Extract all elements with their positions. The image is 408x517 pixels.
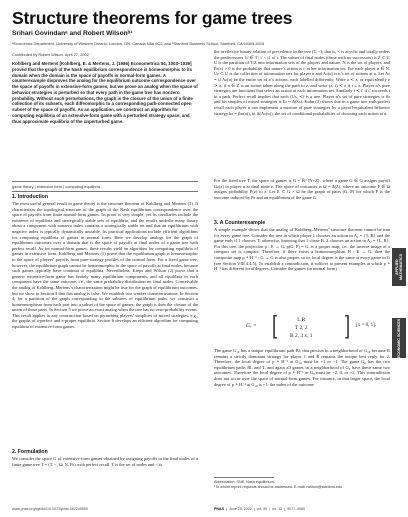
journal-name: PNAS (214, 507, 224, 511)
authors: Srihari Govindanᵃ and Robert Wilsonᵇ¹ (12, 30, 133, 37)
section-heading-formulation: 2. Formulation (12, 449, 48, 455)
contributed-line: Contributed by Robert Wilson, April 27, 2002 (12, 52, 89, 57)
article-title: Structure theorems for game trees (12, 8, 293, 28)
issue: no. 13 (272, 507, 283, 511)
keywords: game theory | extensive form | computing equilibria (12, 184, 100, 189)
matrix-row-2: B 2, 3 x, 1 (290, 333, 313, 339)
side-tab-economic-sciences: ECONOMIC SCIENCES (392, 318, 406, 358)
matrix-row-1: T 2, 2 (294, 325, 308, 331)
footnote-divider (214, 477, 274, 478)
page-footer: PNAS | June 25, 2002 | vol. 99 | no. 13 | 9077–9080 (214, 507, 306, 511)
matrix-label: Gₓ = (246, 323, 257, 329)
section-heading-counterexample: 3. A Counterexample (214, 220, 266, 226)
doi-link[interactable]: www.pnas.org/cgi/doi/10.1073/pnas.082249599 (12, 507, 88, 511)
section-heading-introduction: 1. Introduction (12, 194, 49, 200)
matrix-left-bracket: [ (272, 312, 279, 342)
introduction-text: The most useful general result in game theory is the structure theorem of Kohlberg and Mertens (1). It characterizes the topological structure of the graph of the Nash equilibrium correspondence over the space of payoffs from finite normal-form games. Its proof is very simple, yet its corollaries include the existence of equilibria and strategically stable sets of equilibria, and the results underlie many theory about a component with nonzero index contains a strategically stable set and that an equilibrium with negative index is typically dynamically unstable. Its practical applications include efficient algorithms for computing equilibria of games in normal form. Here we develop analogs for the graph of equilibrium outcomes over a domain that is the space of payoffs at final nodes of a game tree with perfect recall. As for normal-form games, these results yield an algorithm for computing equilibria of games in extensive form. Kohlberg and Mertens (1) prove that the equilibrium graph is homeomorphic to the space of players’ payoffs from pure-strategy profiles of the normal form. For a fixed game tree, however, the equilibrium graph cannot be homeomorphic to the space of payoffs at final nodes, because such games typically have continua of equilibria. Nevertheless, Kreps and Wilson (2) prove that a generic extensive-form game has finitely many equilibrium components, and all equilibria in each component have the same outcome, i.e., the same probability distribution on final nodes. Conceivably the analog of Kohlberg–Mertens’s characterization might be true for the graph of equilibrium outcomes, but we show in Section 3 that this analog is false. We establish two weaker characterizations. In Section 4, for a partition of the graph corresponding to the subtrees of equilibrium paths, we construct a homeomorphism from each part into a subset of the space of games; the graph is then the closure of the union of these parts. In Section 5 we prove an exact analog when the tree has no zero-probability events. This result applies to any construction based on perturbing players’ simplices of mixed strategies, e.g., the graphs of ε-perfect and ε-proper equilibria. Section 6 develops an efficient algorithm for computing equilibria of extensive-form games. (12, 201, 198, 330)
footnotes (214, 480, 396, 490)
column2-bottom-text: The game G₁₉ has a unique equilibrium path Bl, that persists in a neighborhood of G₁₉ because B remains a strictly dominant strategy for player 1 and R remains the unique best reply for 2. Therefore, the local degree of p ∘ H⁻¹ at G₁₉ must be +1 or −1. The game G₀ has the two equilibrium paths Bl, and T, and again all games in a neighborhood of G₀ have these same two outcomes. Therefore the local degree of p ∘ H⁻¹ at G₀ must be −2, 0, or +2. This contradiction does not occur over the space of normal-form games. For instance, in that larger space, the local degree of p ∘ H⁻¹ at G₁₉ is +1: the index of the outcome (214, 348, 390, 387)
correspondence-note: ¹To whom reprint requests should be addressed. E-mail: rwilson@stanford.edu. (214, 485, 344, 489)
pub-date: June 25, 2002 (228, 507, 252, 511)
abbreviations-note: Abbreviation: SNE, Nash equilibrium. (214, 480, 275, 484)
matrix-right-bracket: ] (344, 312, 351, 342)
keywords-divider (12, 191, 198, 192)
counterexample-text: A simple example shows that the analog of Kohlberg–Mertens’ structure theorem cannot be true for every game tree. Consider the tree in which player 1 chooses an action in A₁ = {T, B} and the game ends if 1 chooses T; otherwise, knowing that 1 chose B, 2 chooses an action in A₂ = {L, R}. For this tree, the projection p : E → G, p(G, P) = G, is a proper map; i.e., the inverse image of a compact set is compact. Therefore, if there exists a homeomorphism H : E → G, then the composite map p ∘ H⁻¹ : G → G is also proper, so its local degree is the same at every game in G (see Section VIII.4.4.5). To establish a contradiction, it suffices to present examples at which p ∘ H⁻¹ has different local degrees. Consider the games (in normal form) (214, 227, 390, 272)
formulation-text: We consider the space G of extensive-form games obtained by assigning payoffs to the final nodes of a finite game tree T = (T, <, Ω, N, Pₙ) with perfect recall. T is the set of nodes and < is (12, 456, 198, 467)
payoff-matrix (246, 314, 376, 342)
matrix-header: L R (297, 317, 306, 323)
matrix-rows (290, 316, 312, 340)
pages: 9077–9080 (287, 507, 306, 511)
side-tab-applied-mathematics: APPLIED MATHEMATICS (392, 248, 406, 286)
matrix-condition: [x = 0, 1]. (356, 323, 376, 328)
abstract-divider (12, 181, 198, 182)
volume: vol. 99 (256, 507, 268, 511)
column2-mid-text: For the fixed tree T, the space of games is G = ℝ^{N×Z}, where a game G ∈ G assigns payoff Gₙ(z) to player n at final node z. The space of outcomes is Ω = Δ(Z), where an outcome P ∈ Ω assigns probability P(z) to z. Let E ⊂ G × Ω be the graph of pairs (G, P) for which P is the outcome induced by Pₙ and an equilibrium of the game G. (214, 178, 390, 200)
affiliations: ᵃEconomics Department, University of Western Ontario, London, ON, Canada N6A 5C2; and ᵇStanford Business School, Stanford, CA 94305-5015 (12, 41, 265, 46)
column2-top-text: the irreflexive binary relation of precedence in the tree (T, <); that is, < is acyclic and totally orders the predecessors {t′ ∈ T | t′ < t} of t. The subset of final nodes (those with no successors) is Z ⊂ T, U is the partition of T\Z into information sets of the players and nature, N is the set of players, and Pₙ(c) > 0 is the probability that nature’s action is c at her information set. For each player n ∈ N, Uₙ ⊂ U is the collection of information sets for player n and Aₙ(u) is n’s set of actions at u. Let Aₙ = ∪ Aₙ(u) be the entire set of n’s actions, each labelled differently. Write a ≺ z, or equivalently z ≻ a, if a ∈ Z is an action taken along the path to z, and write (a, t) ≺ z if t ≤ z. Player n’s pure strategies are functions that select an action at each information set. Similarly t ≺ t′ if t′ succeeds t in a path. Perfect recall implies that each (Uₙ, ≺) is a tree. Player n’s set of pure strategies is Sₙ and his simplex of mixed strategies is Σₙ = Δ(Sₙ). Kuhn (3) shows that in a game tree with perfect recall each player n can implement a mixture of pure strategies by a payoff-equivalent behavior strategy bₙ = (bₙ(a))ₐ in Δ(Aₙ(u)), the set of conditional probabilities of choosing each action at u. (214, 49, 390, 116)
abstract: Kohlberg and Mertens [Kohlberg, E. & Mertens, J. (1986) Econometrica 54, 1003–1039] proved that the graph of the Nash equilibrium correspondence is homeomorphic to its domain when the domain is the space of payoffs in normal-form games. A counterexample disproves the analog for the equilibrium outcome correspondence over the space of payoffs in extensive-form games, but we prove an analog when the space of behavior strategies is perturbed so that every path in the game tree has nonzero probability. Without such perturbations, the graph is the closure of the union of a finite collection of its subsets, each diffeomorphic to a corresponding path-connected open subset of the space of payoffs. As an application, we construct an algorithm for computing equilibria of an extensive-form game with a perturbed strategy space, and thus approximate equilibria of the unperturbed game. (12, 61, 198, 124)
